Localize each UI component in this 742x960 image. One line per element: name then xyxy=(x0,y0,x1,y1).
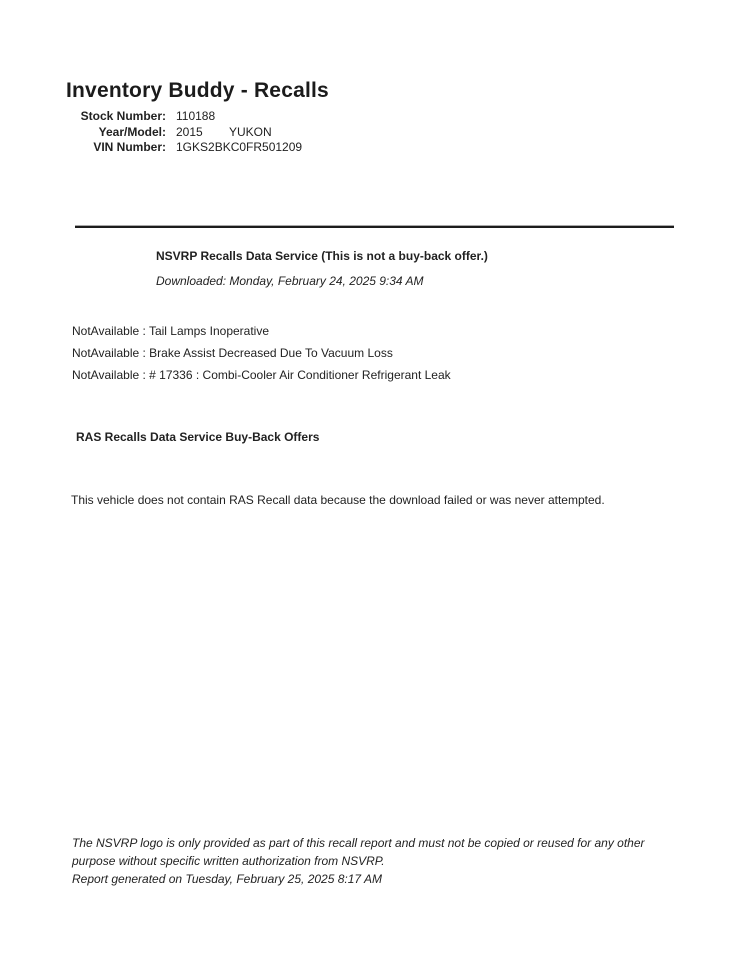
model-value: YUKON xyxy=(229,124,272,139)
info-row-vin xyxy=(66,140,302,156)
recall-item: NotAvailable : Brake Assist Decreased Due To Vacuum Loss xyxy=(72,346,393,360)
ras-section-heading: RAS Recalls Data Service Buy-Back Offers xyxy=(76,430,320,444)
footer-notice-line: purpose without specific written authorization from NSVRP. xyxy=(72,854,385,868)
page-title: Inventory Buddy - Recalls xyxy=(66,79,329,102)
info-row-stock-number xyxy=(66,109,302,125)
footer-notice-line: The NSVRP logo is only provided as part of this recall report and must not be copied or reused for any other xyxy=(72,836,645,850)
recall-list xyxy=(72,320,451,386)
recall-item: NotAvailable : # 17336 : Combi-Cooler Air Conditioner Refrigerant Leak xyxy=(72,368,451,382)
ras-status-message: This vehicle does not contain RAS Recall data because the download failed or was never attempted. xyxy=(71,493,605,507)
vin-number-value: 1GKS2BKC0FR501209 xyxy=(176,140,303,154)
vehicle-info xyxy=(66,109,302,156)
recall-item: NotAvailable : Tail Lamps Inoperative xyxy=(72,324,270,338)
info-row-year-model xyxy=(66,125,302,141)
vin-number-label: VIN Number: xyxy=(93,140,166,154)
year-value: 2015 xyxy=(176,124,203,139)
download-timestamp: Downloaded: Monday, February 24, 2025 9:34 AM xyxy=(156,274,424,288)
report-generated-timestamp: Report generated on Tuesday, February 25, 2025 8:17 AM xyxy=(72,872,382,886)
stock-number-label: Stock Number: xyxy=(80,109,166,123)
footer-copyright-notice xyxy=(72,834,645,870)
stock-number-value: 110188 xyxy=(176,109,216,123)
nsvrp-section-heading: NSVRP Recalls Data Service (This is not a buy-back offer.) xyxy=(156,249,488,263)
horizontal-divider xyxy=(75,225,674,228)
year-model-label: Year/Model: xyxy=(98,124,166,139)
